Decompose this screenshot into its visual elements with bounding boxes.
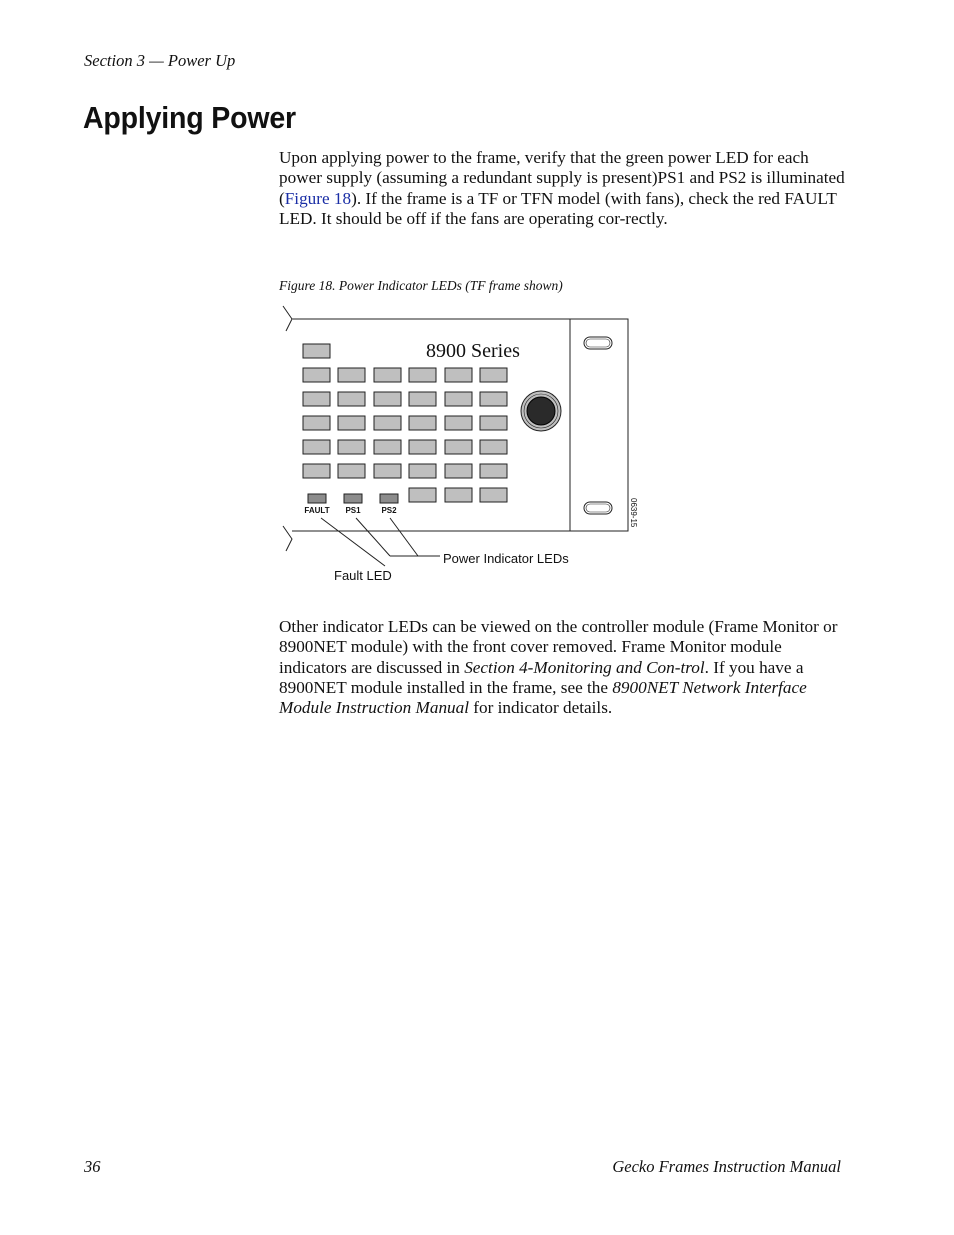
module-slot (445, 440, 472, 454)
fault-led-label: FAULT (304, 506, 330, 515)
module-slot (303, 344, 330, 358)
module-slot (480, 464, 507, 478)
frame-illustration (278, 300, 648, 590)
figure-caption: Figure 18. Power Indicator LEDs (TF frame shown) (279, 278, 563, 293)
manual-reference: 8900NET Network Interface Module Instruction Manual (279, 677, 807, 718)
module-slot (374, 392, 401, 406)
module-slot (480, 368, 507, 382)
module-slot (445, 368, 472, 382)
para2-text-2: . If you have a 8900NET module installed in the frame, see the (279, 657, 804, 697)
power-led-figure (278, 300, 648, 590)
module-slot (338, 368, 365, 382)
fault-led-callout: Fault LED (334, 568, 392, 583)
ps1-led-label: PS1 (345, 506, 361, 515)
module-slot (409, 488, 436, 502)
series-label: 8900 Series (426, 340, 520, 362)
module-slot (409, 416, 436, 430)
module-slot (445, 464, 472, 478)
module-slot (480, 416, 507, 430)
indicator-paragraph (279, 617, 845, 718)
ps2-led (380, 494, 398, 503)
module-slot (445, 392, 472, 406)
module-slot (480, 440, 507, 454)
figure-18-link[interactable]: Figure 18 (284, 188, 352, 208)
ps2-led-label: PS2 (381, 506, 397, 515)
module-slot (480, 392, 507, 406)
module-slot (303, 416, 330, 430)
module-slot (374, 464, 401, 478)
module-slot (445, 488, 472, 502)
manual-title: Gecko Frames Instruction Manual (612, 1157, 841, 1176)
para1-text-a: Upon applying power to the frame, verify that the green power LED for each power supply (assuming a redundant supply is present)PS1 and PS2 is illuminated ( (279, 148, 845, 208)
page-title: Applying Power (83, 100, 296, 135)
running-header: Section 3 — Power Up (84, 51, 236, 70)
module-slot (409, 440, 436, 454)
drawing-number: 0639-15 (629, 498, 638, 528)
module-slot (409, 464, 436, 478)
module-slot (303, 464, 330, 478)
module-slot (445, 416, 472, 430)
para1-text-b: ). If the frame is a TF or TFN model (with fans), check the red FAULT LED. It should be off if the fans are operating cor-rectly. (279, 188, 837, 228)
power-led-callout: Power Indicator LEDs (443, 551, 569, 566)
break-mark-bottom (283, 526, 292, 551)
module-slot (338, 440, 365, 454)
module-slot (374, 416, 401, 430)
para2-text-1: Other indicator LEDs can be viewed on the controller module (Frame Monitor or 8900NET module) with the front cover removed. Frame Monitor module indicators are discussed in (279, 617, 838, 677)
module-slot (409, 392, 436, 406)
fault-led (308, 494, 326, 503)
module-slot (480, 488, 507, 502)
module-slot (409, 368, 436, 382)
module-slot (338, 392, 365, 406)
module-slot (303, 440, 330, 454)
module-slot (374, 368, 401, 382)
module-slot (374, 440, 401, 454)
ps1-led (344, 494, 362, 503)
module-slot (303, 392, 330, 406)
knob-icon (527, 397, 555, 425)
section-4-reference: Section 4-Monitoring and Con-trol (464, 657, 705, 677)
intro-paragraph (279, 148, 845, 229)
module-slot (338, 464, 365, 478)
page-number: 36 (84, 1157, 101, 1176)
para2-text-3: for indicator details. (469, 698, 613, 718)
module-slot (338, 416, 365, 430)
break-mark-top (283, 306, 292, 331)
module-slot (303, 368, 330, 382)
